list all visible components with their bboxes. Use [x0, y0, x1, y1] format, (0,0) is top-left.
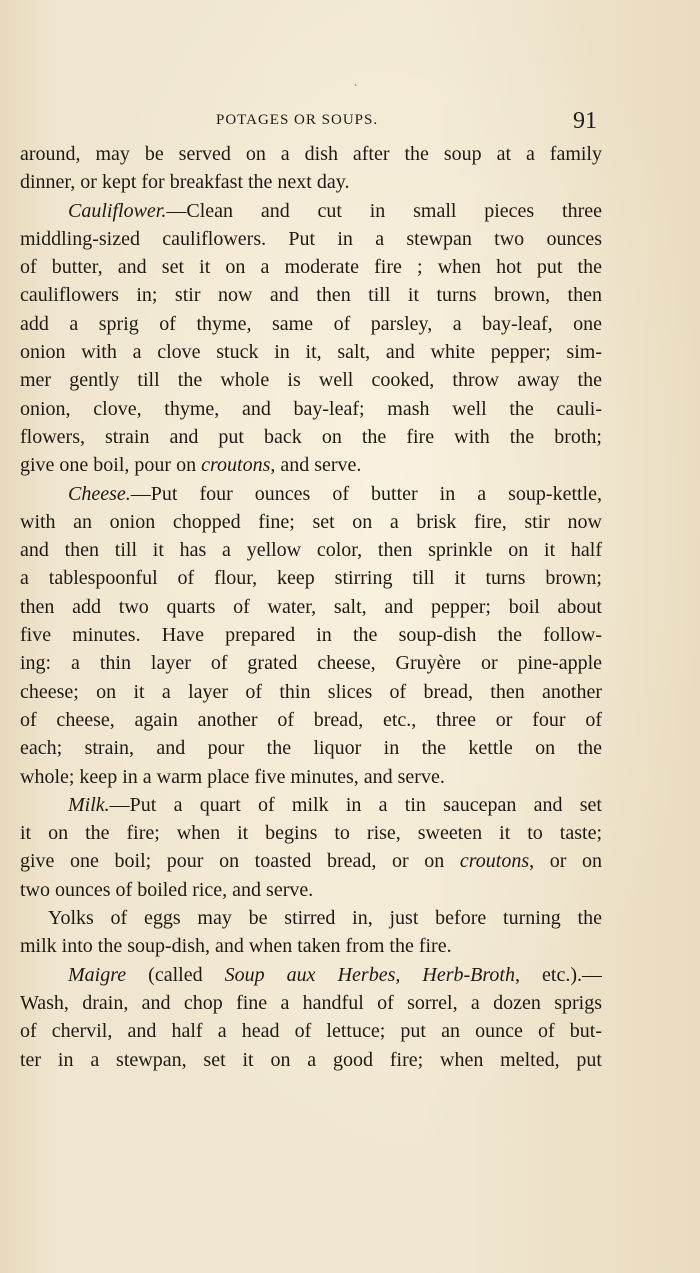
text-run: whole; keep in a warm place five minutes, and serve. — [20, 765, 445, 788]
text-run: it on the fire; when it begins to rise, sweeten it to taste; — [20, 822, 602, 845]
text-line — [20, 763, 602, 791]
text-run: and then till it has a yellow color, then sprinkle on it half — [20, 539, 602, 562]
text-line — [20, 508, 602, 536]
text-line — [20, 423, 602, 451]
body-text — [20, 140, 602, 1140]
text-run: , etc.).— — [514, 963, 602, 986]
text-run: onion, clove, thyme, and bay-leaf; mash well the cauli- — [20, 397, 602, 420]
text-run: around, may be served on a dish after the soup at a family — [20, 143, 602, 165]
text-line — [20, 225, 602, 253]
text-run: —Put a quart of milk in a tin saucepan and set — [109, 793, 602, 816]
text-line — [20, 904, 602, 932]
italic-text: Cheese. — [68, 482, 131, 505]
text-line — [20, 480, 602, 508]
text-run: ing: a thin layer of grated cheese, Gruyère or pine-apple — [20, 652, 602, 675]
text-run: five minutes. Have prepared in the soup-dish the follow- — [20, 624, 602, 647]
text-line — [20, 366, 602, 394]
running-title: POTAGES OR SOUPS. — [216, 112, 379, 128]
text-line — [20, 791, 602, 819]
text-run: Yolks of eggs may be stirred in, just before turning the — [48, 907, 602, 930]
text-line — [20, 621, 602, 649]
text-run: Wash, drain, and chop fine a handful of sorrel, a dozen sprigs — [20, 991, 602, 1014]
text-line — [20, 395, 602, 423]
text-line — [20, 564, 602, 592]
text-line — [20, 734, 602, 762]
text-line — [20, 932, 602, 960]
text-line — [20, 310, 602, 338]
running-head — [0, 84, 700, 142]
text-line — [20, 593, 602, 621]
text-run: a tablespoonful of flour, keep stirring till it turns brown; — [20, 567, 602, 590]
text-line — [20, 197, 602, 225]
text-run: , and serve. — [270, 454, 362, 477]
printer-mark: ` — [354, 84, 358, 95]
text-line — [20, 281, 602, 309]
text-run: flowers, strain and put back on the fire with the broth; — [20, 425, 602, 448]
text-run: mer gently till the whole is well cooked, throw away the — [20, 369, 602, 392]
text-line — [20, 819, 602, 847]
text-run: onion with a clove stuck in it, salt, and white pepper; sim- — [20, 341, 602, 364]
text-line — [20, 876, 602, 904]
text-line — [20, 451, 602, 479]
text-line — [20, 706, 602, 734]
text-run: , or on — [529, 850, 602, 873]
text-run: then add two quarts of water, salt, and pepper; boil about — [20, 595, 602, 618]
italic-text: Soup aux Herbes, Herb-Broth — [224, 963, 515, 986]
text-line — [20, 253, 602, 281]
text-line — [20, 678, 602, 706]
text-line — [20, 1017, 602, 1045]
italic-text: Milk. — [68, 793, 110, 816]
text-run: cauliflowers in; stir now and then till it turns brown, then — [20, 284, 602, 307]
text-line — [20, 140, 602, 168]
text-run: dinner, or kept for breakfast the next day. — [20, 171, 350, 194]
italic-text: Maigre — [68, 963, 127, 986]
text-line — [20, 338, 602, 366]
text-run: cheese; on it a layer of thin slices of bread, then another — [20, 680, 602, 703]
text-run: each; strain, and pour the liquor in the kettle on the — [20, 737, 602, 760]
page-number: 91 — [573, 108, 597, 134]
text-run: middling-sized cauliflowers. Put in a stewpan two ounces — [20, 227, 602, 250]
text-run: of chervil, and half a head of lettuce; put an ounce of but- — [20, 1020, 602, 1043]
text-run: —Put four ounces of butter in a soup-kettle, — [130, 482, 602, 505]
text-line — [20, 649, 602, 677]
italic-text: croutons — [459, 850, 530, 873]
text-run: give one boil; pour on toasted bread, or on — [20, 850, 460, 873]
text-line — [20, 989, 602, 1017]
italic-text: Cauliflower. — [68, 199, 167, 222]
text-run: add a sprig of thyme, same of parsley, a bay-leaf, one — [20, 312, 602, 335]
text-run: of cheese, again another of bread, etc., three or four of — [20, 708, 602, 731]
text-line — [20, 536, 602, 564]
italic-text: croutons — [201, 454, 271, 477]
text-run: (called — [126, 963, 225, 986]
text-run: with an onion chopped fine; set on a brisk fire, stir now — [20, 510, 602, 533]
text-run: of butter, and set it on a moderate fire ; when hot put the — [20, 256, 602, 279]
text-run: milk into the soup-dish, and when taken from the fire. — [20, 935, 452, 958]
text-run: two ounces of boiled rice, and serve. — [20, 878, 314, 901]
text-run: ter in a stewpan, set it on a good fire; when melted, put — [20, 1048, 602, 1071]
text-run: give one boil, pour on — [20, 454, 202, 477]
text-line — [20, 1046, 602, 1074]
text-line — [20, 847, 602, 875]
text-line — [20, 168, 602, 196]
text-run: —Clean and cut in small pieces three — [166, 199, 602, 222]
text-line — [20, 961, 602, 989]
